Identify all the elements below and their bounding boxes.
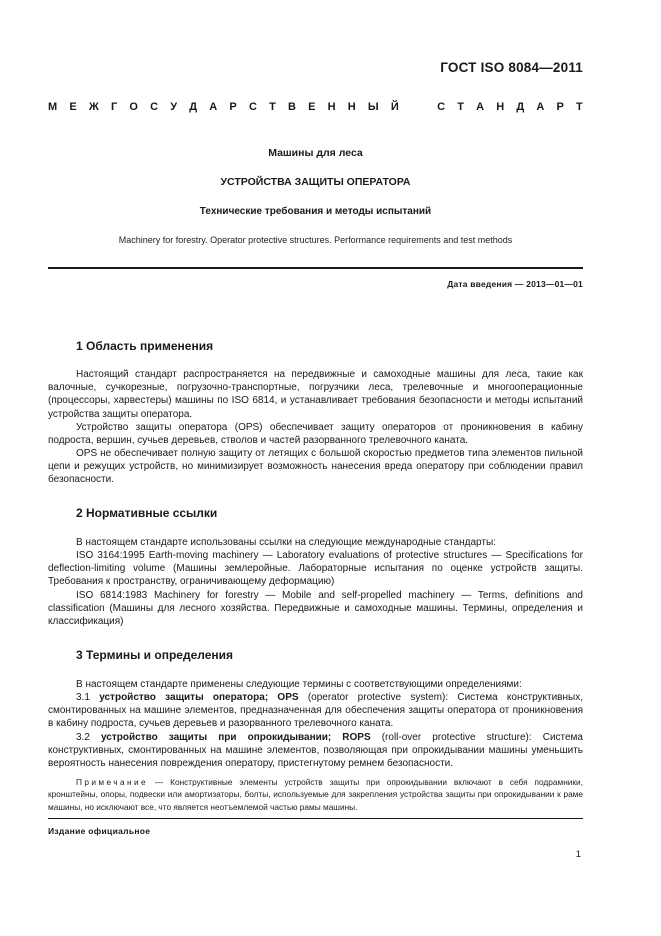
heading-letter: Н — [327, 101, 336, 113]
heading-letter: А — [476, 101, 485, 113]
official-edition-label: Издание официальное — [48, 826, 151, 836]
term-3-1-number: 3.1 — [76, 692, 100, 703]
document-subtitle: Технические требования и методы испытаний — [199, 206, 432, 217]
section-1-paragraph-3: OPS не обеспечивает полную защиту от летящих с большой скоростью предметов типа элементов пильной цепи и режущих устройств, но минимизирует возможность нанесения вреда оператору при соблюдении правил безопасности. — [48, 448, 583, 486]
heading-letter: В — [287, 101, 296, 113]
heading-letter: Ы — [367, 101, 379, 113]
footer-divider — [48, 818, 583, 819]
heading-letter: А — [209, 101, 218, 113]
heading-letter: Н — [347, 101, 356, 113]
heading-letter: Т — [576, 101, 583, 113]
section-2-title: 2 Нормативные ссылки — [76, 506, 218, 520]
section-3-note — [48, 776, 583, 813]
title-divider — [48, 267, 583, 269]
heading-letter: С — [248, 101, 257, 113]
section-3-paragraph-1: В настоящем стандарте применены следующие термины с соответствующими определениями: — [76, 679, 522, 690]
term-3-2-definition: (roll-over protective structure): Система конструктивных, смонтированных на машине элементов, позволяющая при опрокидывании машины уменьшить вероятность нанесения повреждения оператору, пристегнутому ремнем безопасности. — [48, 732, 583, 770]
heading-letter: Й — [390, 101, 399, 113]
term-3-1-term: устройство защиты оператора; OPS — [99, 692, 299, 703]
heading-letter: Е — [308, 101, 316, 113]
page-number: 1 — [575, 849, 581, 860]
term-3-2-number: 3.2 — [76, 732, 101, 743]
heading-letter: С — [437, 101, 446, 113]
section-2-paragraph-1: В настоящем стандарте использованы ссылки на следующие международные стандарты: — [76, 537, 496, 548]
section-2-reference-iso-6814: ISO 6814:1983 Machinery for forestry — Mobile and self-propelled machinery — Terms, definitions and classification (Машины для лесного хозяйства. Передвижные и самоходные машины. Термины, определения и классификация) — [48, 590, 583, 628]
heading-letter: Е — [69, 101, 77, 113]
heading-letter: Д — [516, 101, 525, 113]
heading-word-gap — [411, 101, 425, 113]
note-label: Примечание — [76, 777, 149, 787]
heading-letter: Р — [556, 101, 564, 113]
english-title: Machinery for forestry. Operator protective structures. Performance requirements and test methods — [118, 235, 513, 245]
document-subject: Машины для леса — [268, 147, 363, 159]
heading-letter: У — [170, 101, 178, 113]
introduction-date: Дата введения — 2013—01—01 — [447, 279, 583, 289]
document-title: УСТРОЙСТВА ЗАЩИТЫ ОПЕРАТОРА — [220, 176, 411, 188]
section-1-paragraph-1: Настоящий стандарт распространяется на передвижные и самоходные машины для леса, такие как валочные, сучкорезные, погрузочно-транспортные, погрузчики леса, трелевочные и многооперационные (процессоры, харвестеры) машины по ISO 6814, и устанавливает требования безопасности и методы испытаний устройства защиты оператора. — [48, 369, 583, 420]
heading-letter: Р — [229, 101, 237, 113]
interstate-standard-heading — [48, 101, 583, 113]
term-3-1 — [48, 691, 583, 731]
heading-letter: С — [150, 101, 159, 113]
heading-letter: Н — [496, 101, 505, 113]
heading-letter: А — [536, 101, 545, 113]
section-3-title: 3 Термины и определения — [76, 648, 234, 662]
section-2-reference-iso-3164: ISO 3164:1995 Earth-moving machinery — Laboratory evaluations of protective structures — Specifications for deflection-limiting volume (Машины землеройные. Лабораторные испытания по оценке устройств защиты. Требования к пространству, ограничивающему деформацию) — [48, 550, 583, 588]
heading-letter: Г — [110, 101, 118, 113]
section-1-paragraph-2: Устройство защиты оператора (OPS) обеспечивает защиту операторов от проникновения в кабину подроста, вершин, сучьев деревьев, стволов и частей разорванного трелевочного каната. — [48, 422, 583, 447]
heading-letter: М — [48, 101, 58, 113]
heading-letter: Ж — [88, 101, 99, 113]
note-text: — Конструктивные элементы устройств защиты при опрокидывании включают в себя подрамники, кронштейны, опоры, подвески или амортизаторы, болты, используемые для закрепления устройства защиты при опрокидывании к раме машины, но исключают все, что является неотъемлемой частью рамы машины. — [48, 777, 583, 812]
term-3-2 — [48, 731, 583, 771]
heading-letter: Т — [457, 101, 464, 113]
gost-code: ГОСТ ISO 8084—2011 — [440, 60, 583, 75]
term-3-2-term: устройство защиты при опрокидывании; ROPS — [100, 732, 371, 743]
heading-letter: Д — [189, 101, 198, 113]
heading-letter: Т — [269, 101, 276, 113]
heading-letter: О — [129, 101, 138, 113]
term-3-1-definition: (operator protective system): Система конструктивных, смонтированных на машине элементов, предназначенная для обеспечения защиты оператора от проникновения в кабину подроста, сучьев деревьев и разорванного трелевочного каната. — [48, 692, 583, 730]
section-1-title: 1 Область применения — [76, 339, 214, 353]
